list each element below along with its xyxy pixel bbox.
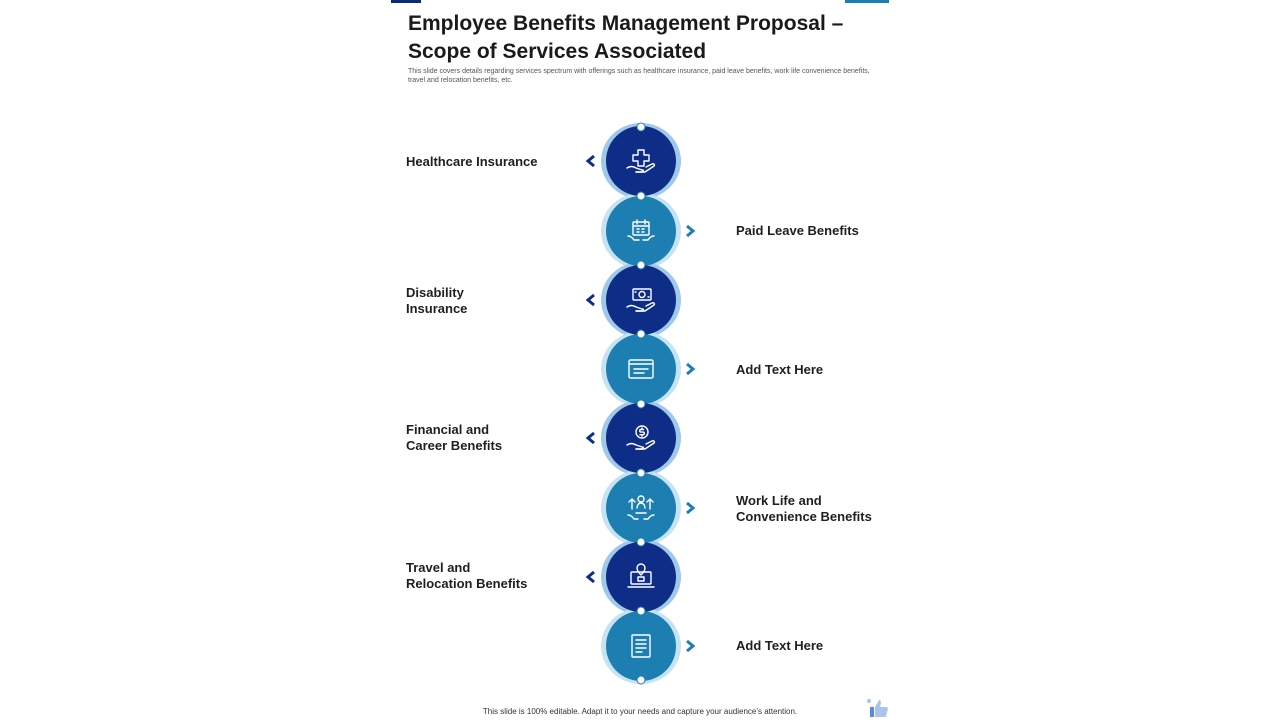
service-label-add-text-2: Add Text Here — [736, 638, 824, 653]
coin-hand-icon — [624, 421, 658, 455]
service-node-3 — [606, 265, 676, 335]
service-node-5 — [606, 403, 676, 473]
top-accent-bar-right — [845, 0, 889, 3]
page-subtitle: This slide covers details regarding services spectrum with offerings such as healthcare insurance, paid leave benefits, work life convenience benefits, travel and relocation benefits, etc. — [408, 68, 870, 84]
top-accent-bar-left — [391, 0, 421, 3]
chevron-left-icon — [584, 154, 598, 168]
calendar-hands-icon — [624, 214, 658, 248]
chevron-right-icon — [683, 639, 697, 653]
service-label-travel-relocation: Travel and Relocation Benefits — [406, 560, 528, 591]
document-icon — [624, 629, 658, 663]
people-growth-icon — [624, 491, 658, 525]
service-node-2 — [606, 196, 676, 266]
thumbs-up-icon — [866, 697, 890, 719]
browser-window-icon — [624, 352, 658, 386]
hand-medical-cross-icon — [624, 144, 658, 178]
service-label-financial-career: Financial and Career Benefits — [406, 422, 503, 453]
service-node-8 — [606, 611, 676, 681]
service-label-work-life: Work Life and Convenience Benefits — [736, 493, 872, 524]
page-title: Employee Benefits Management Proposal – Scope of Services Associated — [408, 12, 844, 63]
chevron-right-icon — [683, 362, 697, 376]
service-label-healthcare: Healthcare Insurance — [406, 154, 538, 169]
chevron-right-icon — [683, 224, 697, 238]
service-label-disability: Disability Insurance — [406, 285, 468, 316]
service-label-paid-leave: Paid Leave Benefits — [736, 223, 859, 238]
service-label-add-text-1: Add Text Here — [736, 362, 824, 377]
chevron-right-icon — [683, 501, 697, 515]
chevron-left-icon — [584, 293, 598, 307]
footer-note: This slide is 100% editable. Adapt it to your needs and capture your audience’s attention. — [482, 707, 798, 716]
laptop-location-icon — [624, 560, 658, 594]
service-node-1 — [606, 126, 676, 196]
chevron-left-icon — [584, 570, 598, 584]
service-node-4 — [606, 334, 676, 404]
money-hand-icon — [624, 283, 658, 317]
chevron-left-icon — [584, 431, 598, 445]
service-node-7 — [606, 542, 676, 612]
service-node-6 — [606, 473, 676, 543]
